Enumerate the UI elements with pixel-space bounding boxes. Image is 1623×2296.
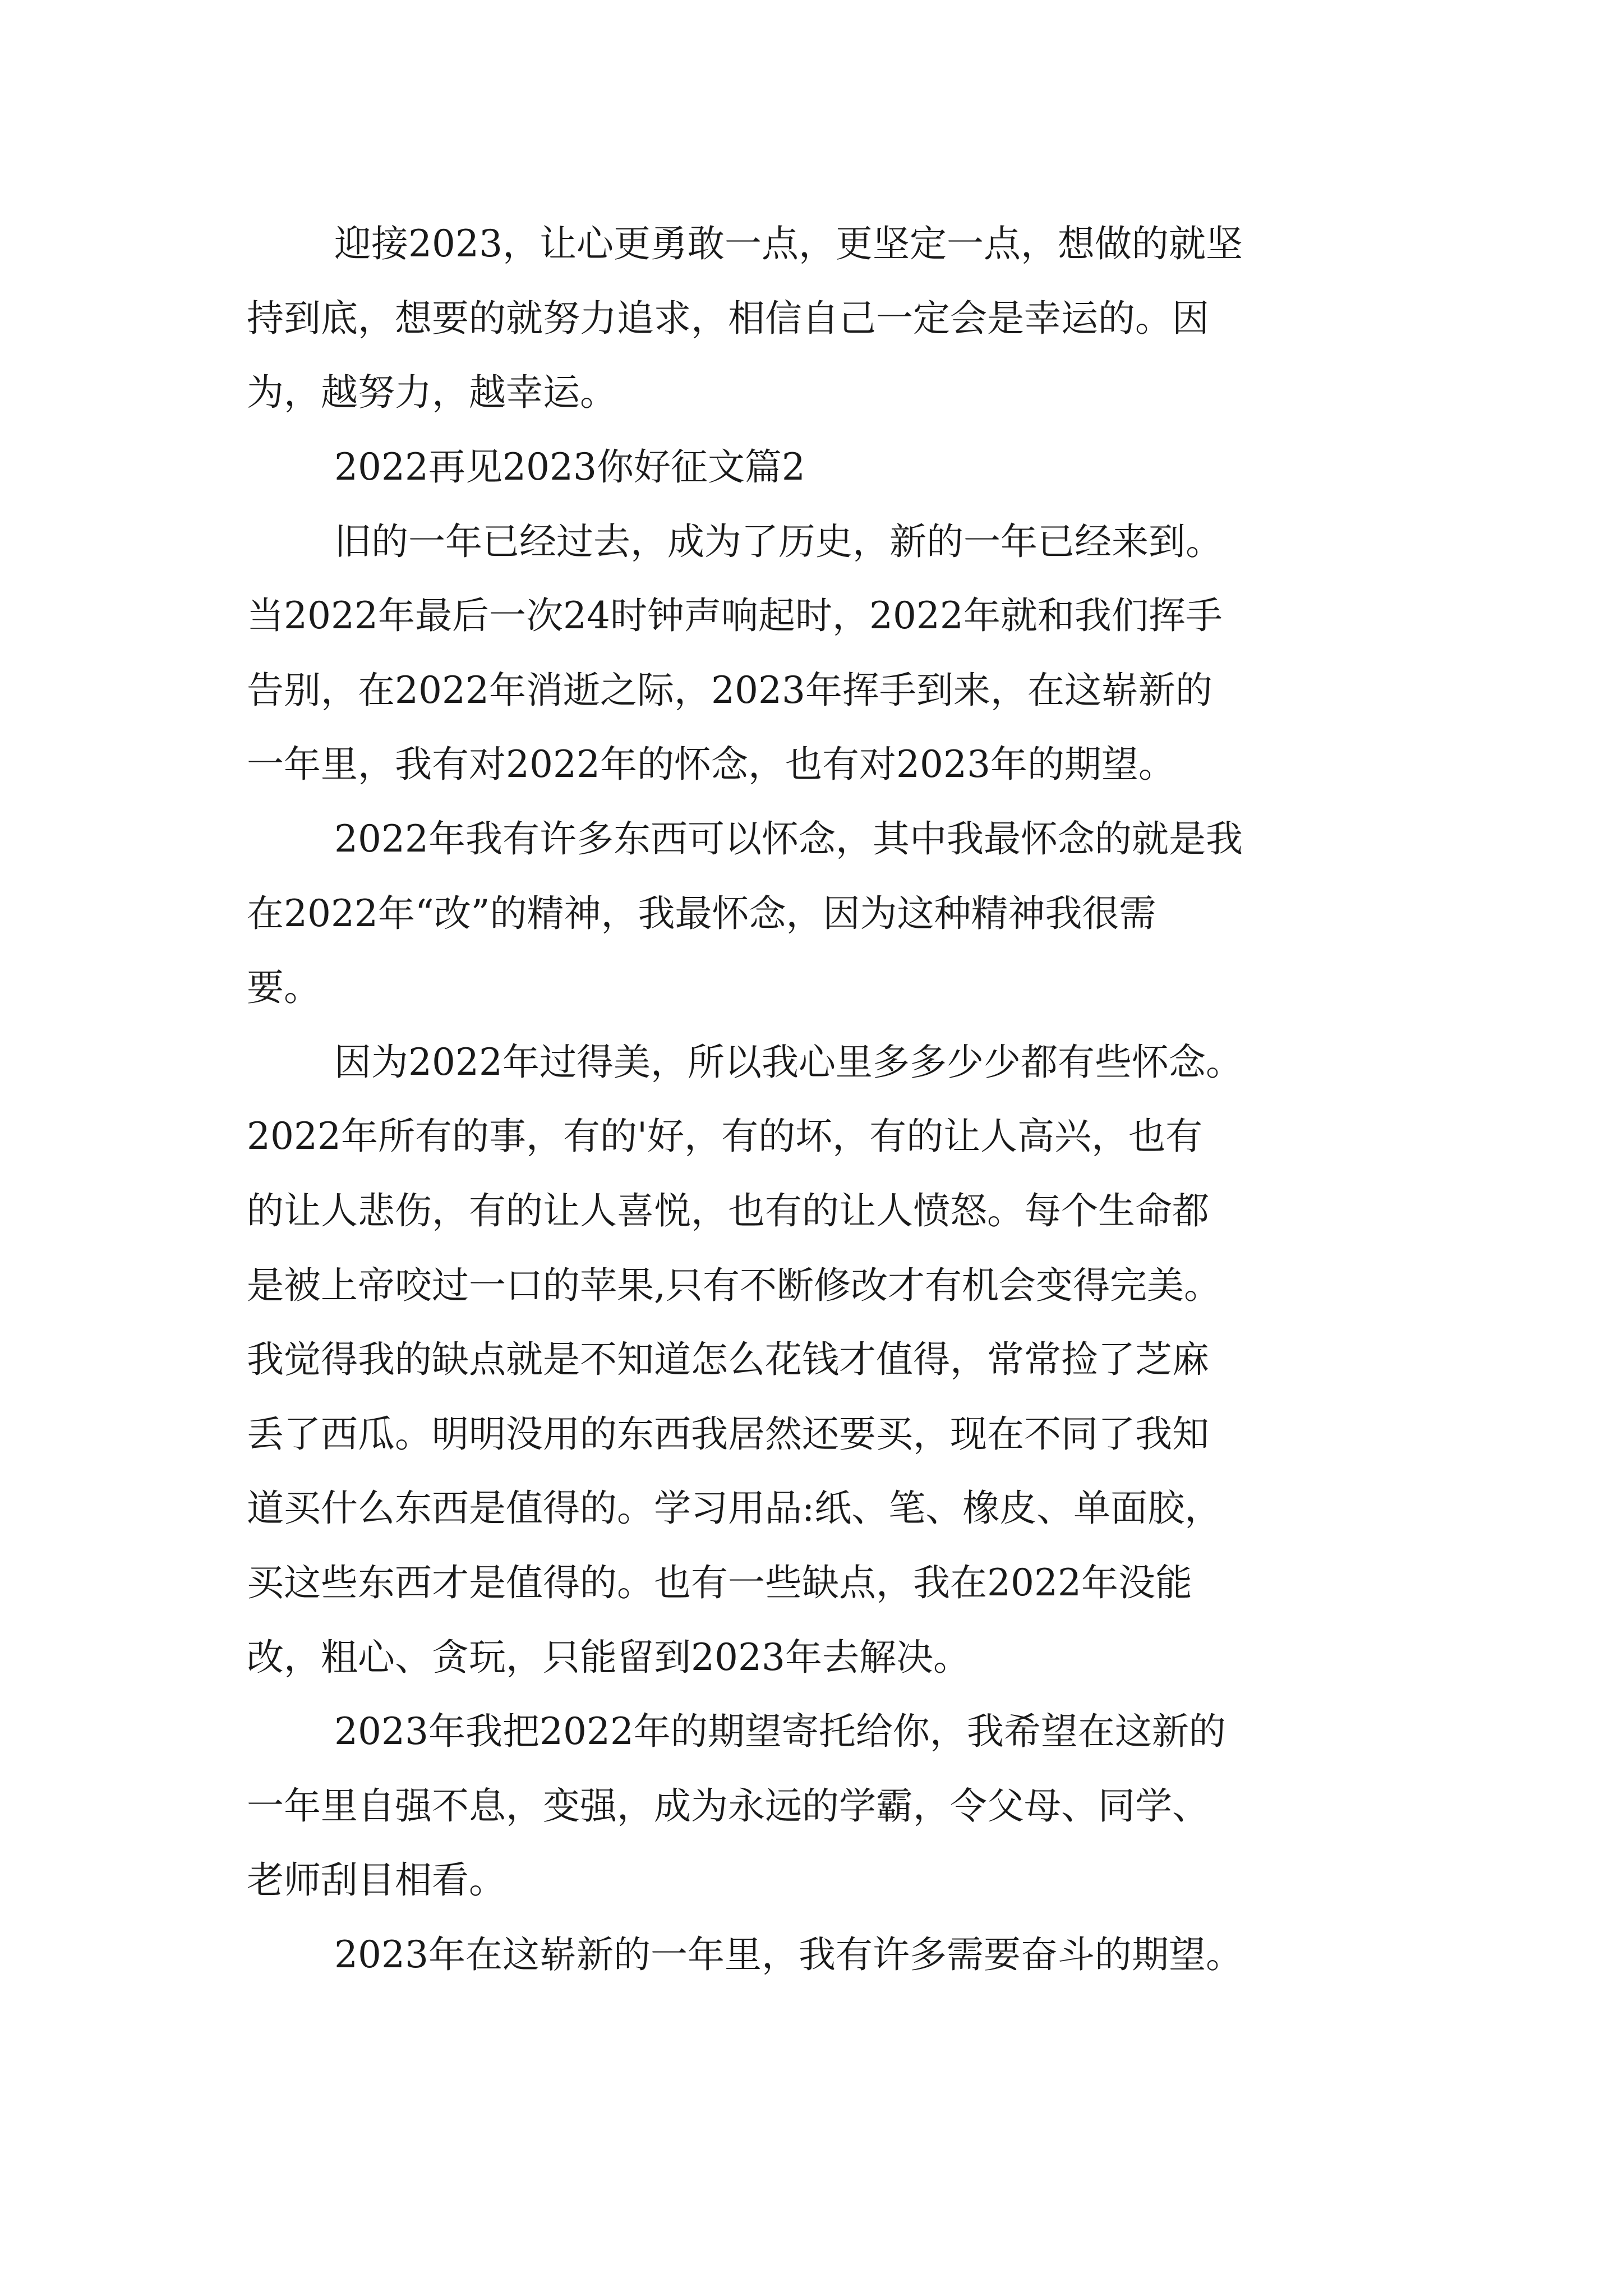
paragraph-line: 因为2022年过得美，所以我心里多多少少都有些怀念。 (334, 1041, 1243, 1084)
paragraph-line: 改，粗心、贪玩，只能留到2023年去解决。 (247, 1636, 970, 1679)
paragraph-line: 旧的一年已经过去，成为了历史，新的一年已经来到。 (334, 520, 1223, 563)
paragraph-line: 2023年在这崭新的一年里，我有许多需要奋斗的期望。 (334, 1933, 1243, 1976)
paragraph-line: 是被上帝咬过一口的苹果,只有不断修改才有机会变得完美。 (247, 1264, 1221, 1307)
paragraph-line: 当2022年最后一次24时钟声响起时，2022年就和我们挥手 (247, 594, 1223, 637)
paragraph-line: 2022年我有许多东西可以怀念，其中我最怀念的就是我 (334, 817, 1243, 861)
paragraph-line: 一年里自强不息，变强，成为永远的学霸，令父母、同学、 (247, 1784, 1209, 1828)
paragraph-line: 我觉得我的缺点就是不知道怎么花钱才值得，常常捡了芝麻 (247, 1338, 1209, 1381)
paragraph-line: 买这些东西才是值得的。也有一些缺点，我在2022年没能 (247, 1561, 1192, 1604)
paragraph-line: 为，越努力，越幸运。 (247, 371, 617, 414)
paragraph-line: 老师刮目相看。 (247, 1858, 506, 1902)
paragraph-line: 在2022年“改”的精神，我最怀念，因为这种精神我很需 (247, 892, 1156, 935)
paragraph-line: 丢了西瓜。明明没用的东西我居然还要买，现在不同了我知 (247, 1412, 1209, 1456)
paragraph-line: 2023年我把2022年的期望寄托给你，我希望在这新的 (334, 1710, 1226, 1753)
paragraph-line: 的让人悲伤，有的让人喜悦，也有的让人愤怒。每个生命都 (247, 1189, 1209, 1232)
paragraph-line: 要。 (247, 966, 321, 1009)
section-heading: 2022再见2023你好征文篇2 (334, 445, 805, 489)
paragraph-line: 道买什么东西是值得的。学习用品:纸、笔、橡皮、单面胶， (247, 1487, 1222, 1530)
paragraph-line: 告别，在2022年消逝之际，2023年挥手到来，在这崭新的 (247, 669, 1212, 712)
paragraph-line: 持到底，想要的就努力追求，相信自己一定会是幸运的。因 (247, 297, 1209, 340)
paragraph-line: 迎接2023，让心更勇敢一点，更坚定一点，想做的就坚 (334, 222, 1243, 265)
paragraph-line: 2022年所有的事，有的'好，有的坏，有的让人高兴，也有 (247, 1115, 1203, 1158)
paragraph-line: 一年里，我有对2022年的怀念，也有对2023年的期望。 (247, 743, 1175, 786)
